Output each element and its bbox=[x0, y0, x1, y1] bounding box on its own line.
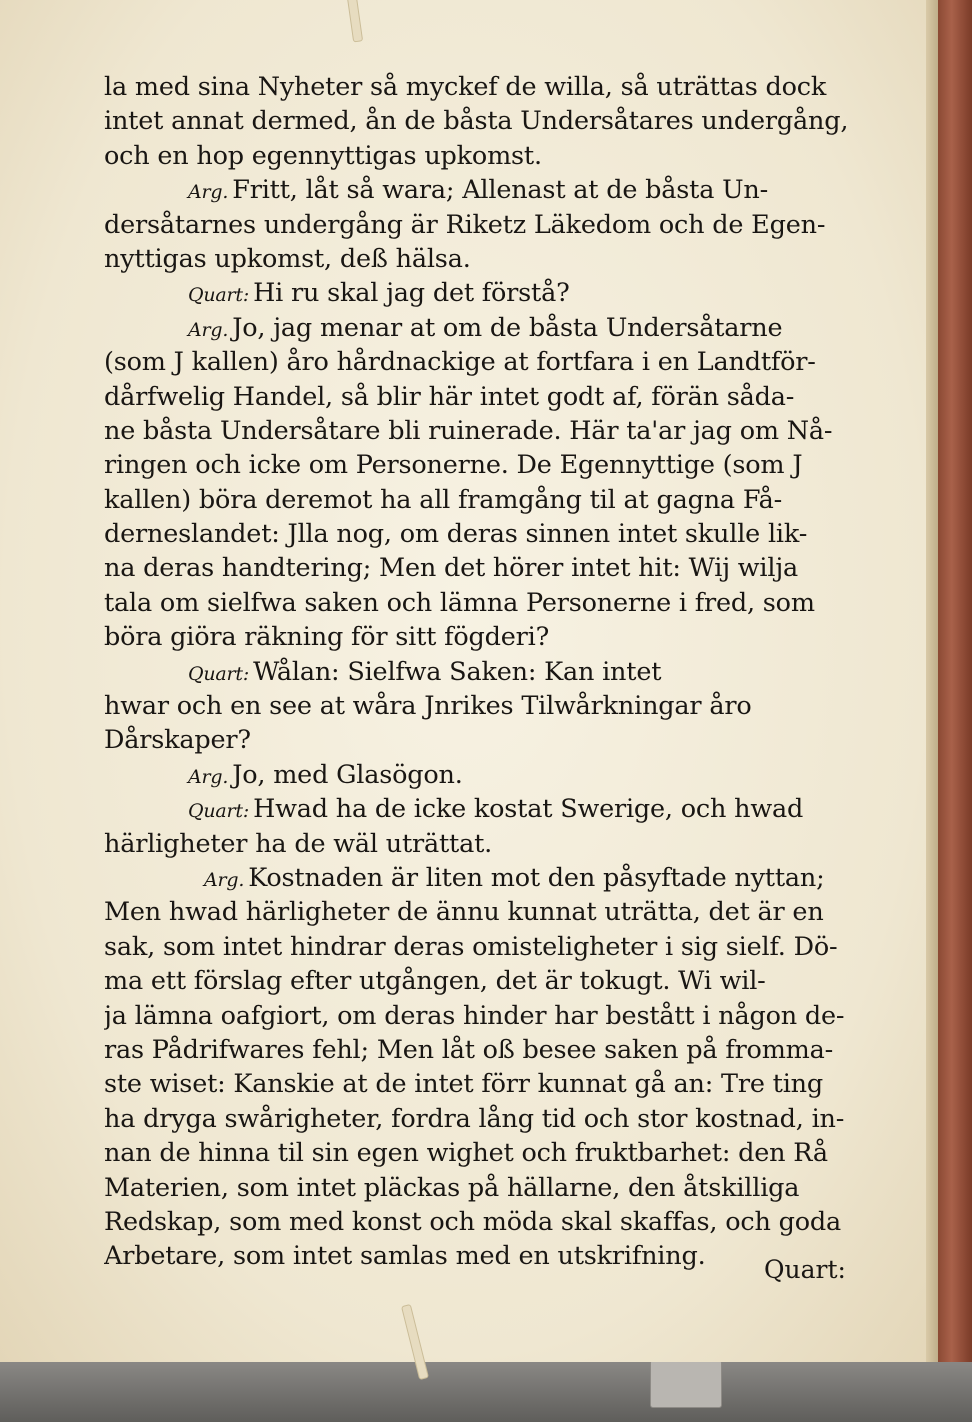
text-line: na deras handtering; Men det hörer intet hit: Wij wilja bbox=[104, 553, 799, 584]
text-line: Dårskaper? bbox=[104, 725, 251, 756]
text-line: ste wiset: Kanskie at de intet förr kunnat gå an: Tre ting bbox=[104, 1069, 823, 1100]
text-line: Men hwad härligheter de ännu kunnat uträtta, det är en bbox=[104, 897, 824, 928]
text-line: härligheter ha de wäl uträttat. bbox=[104, 828, 493, 859]
text-line: böra giöra räkning för sitt fögderi? bbox=[104, 622, 550, 653]
text-line: nyttigas upkomst, deß hälsa. bbox=[104, 243, 471, 274]
text-line: la med sina Nyheter så myckef de willa, så uträttas dock bbox=[104, 72, 827, 102]
speaker-label: Quart: bbox=[188, 284, 250, 307]
speaker-label: Arg. bbox=[188, 765, 229, 788]
text-line: nan de hinna til sin egen wighet och fruktbarhet: den Rå bbox=[104, 1138, 828, 1169]
text-line: intet annat dermed, ån de båsta Undersåtares undergång, bbox=[104, 106, 849, 137]
text-line: ras Pådrifwares fehl; Men låt oß besee saken på fromma- bbox=[104, 1034, 834, 1065]
text-line: kallen) böra deremot ha all framgång til at gagna Få- bbox=[104, 484, 783, 515]
page-edge bbox=[926, 0, 938, 1362]
speaker-label: Quart: bbox=[188, 800, 250, 823]
text-line: Arbetare, som intet samlas med en utskrifning. bbox=[104, 1241, 706, 1272]
text-line: Arg. Kostnaden är liten mot den påsyftade nyttan; bbox=[204, 862, 825, 893]
book-cover-edge bbox=[938, 0, 972, 1362]
text-line: dårfwelig Handel, så blir här intet godt af, förän såda- bbox=[104, 381, 795, 412]
text-line: Arg. Fritt, låt så wara; Allenast at de båsta Un- bbox=[188, 175, 769, 206]
text-line: ma ett förslag efter utgången, det är tokugt. Wi wil- bbox=[104, 966, 766, 997]
speaker-label: Arg. bbox=[188, 318, 229, 341]
catchword: Quart: bbox=[764, 1255, 846, 1284]
scanner-clip bbox=[650, 1360, 722, 1408]
text-line: sak, som intet hindrar deras omisteligheter i sig sielf. Dö- bbox=[104, 931, 838, 962]
text-line: Arg. Jo, jag menar at om de båsta Undersåtarne bbox=[188, 312, 783, 343]
page-text bbox=[104, 70, 864, 1274]
text-line: ja lämna oafgiort, om deras hinder har bestått i någon de- bbox=[104, 1000, 845, 1031]
text-line: ringen och icke om Personerne. De Egennyttige (som J bbox=[104, 450, 803, 481]
text-line: (som J kallen) åro hårdnackige at fortfara i en Landtför- bbox=[104, 347, 816, 378]
text-line: derneslandet: Jlla nog, om deras sinnen intet skulle lik- bbox=[104, 519, 808, 550]
text-line: hwar och en see at wåra Jnrikes Tilwårkningar åro bbox=[104, 691, 752, 722]
text-line: ne båsta Undersåtare bli ruinerade. Här ta'ar jag om Nå- bbox=[104, 415, 833, 446]
text-line: ha dryga swårigheter, fordra lång tid och stor kostnad, in- bbox=[104, 1103, 845, 1134]
text-line: dersåtarnes undergång är Riketz Läkedom och de Egen- bbox=[104, 209, 826, 240]
text-line: och en hop egennyttigas upkomst. bbox=[104, 140, 542, 171]
text-line: Quart: Wålan: Sielfwa Saken: Kan intet bbox=[188, 656, 662, 687]
text-line: Redskap, som med konst och möda skal skaffas, och goda bbox=[104, 1206, 841, 1237]
speaker-label: Arg. bbox=[188, 181, 229, 204]
speaker-label: Arg. bbox=[204, 868, 245, 891]
speaker-label: Quart: bbox=[188, 662, 250, 685]
text-line: tala om sielfwa saken och lämna Personerne i fred, som bbox=[104, 587, 815, 618]
text-line: Materien, som intet pläckas på hällarne, den åtskilliga bbox=[104, 1172, 800, 1203]
scanner-bed bbox=[0, 1360, 972, 1422]
text-line: Quart: Hi ru skal jag det förstå? bbox=[188, 278, 570, 309]
text-line: Arg. Jo, med Glasögon. bbox=[188, 759, 463, 790]
text-line: Quart: Hwad ha de icke kostat Swerige, och hwad bbox=[188, 794, 804, 825]
